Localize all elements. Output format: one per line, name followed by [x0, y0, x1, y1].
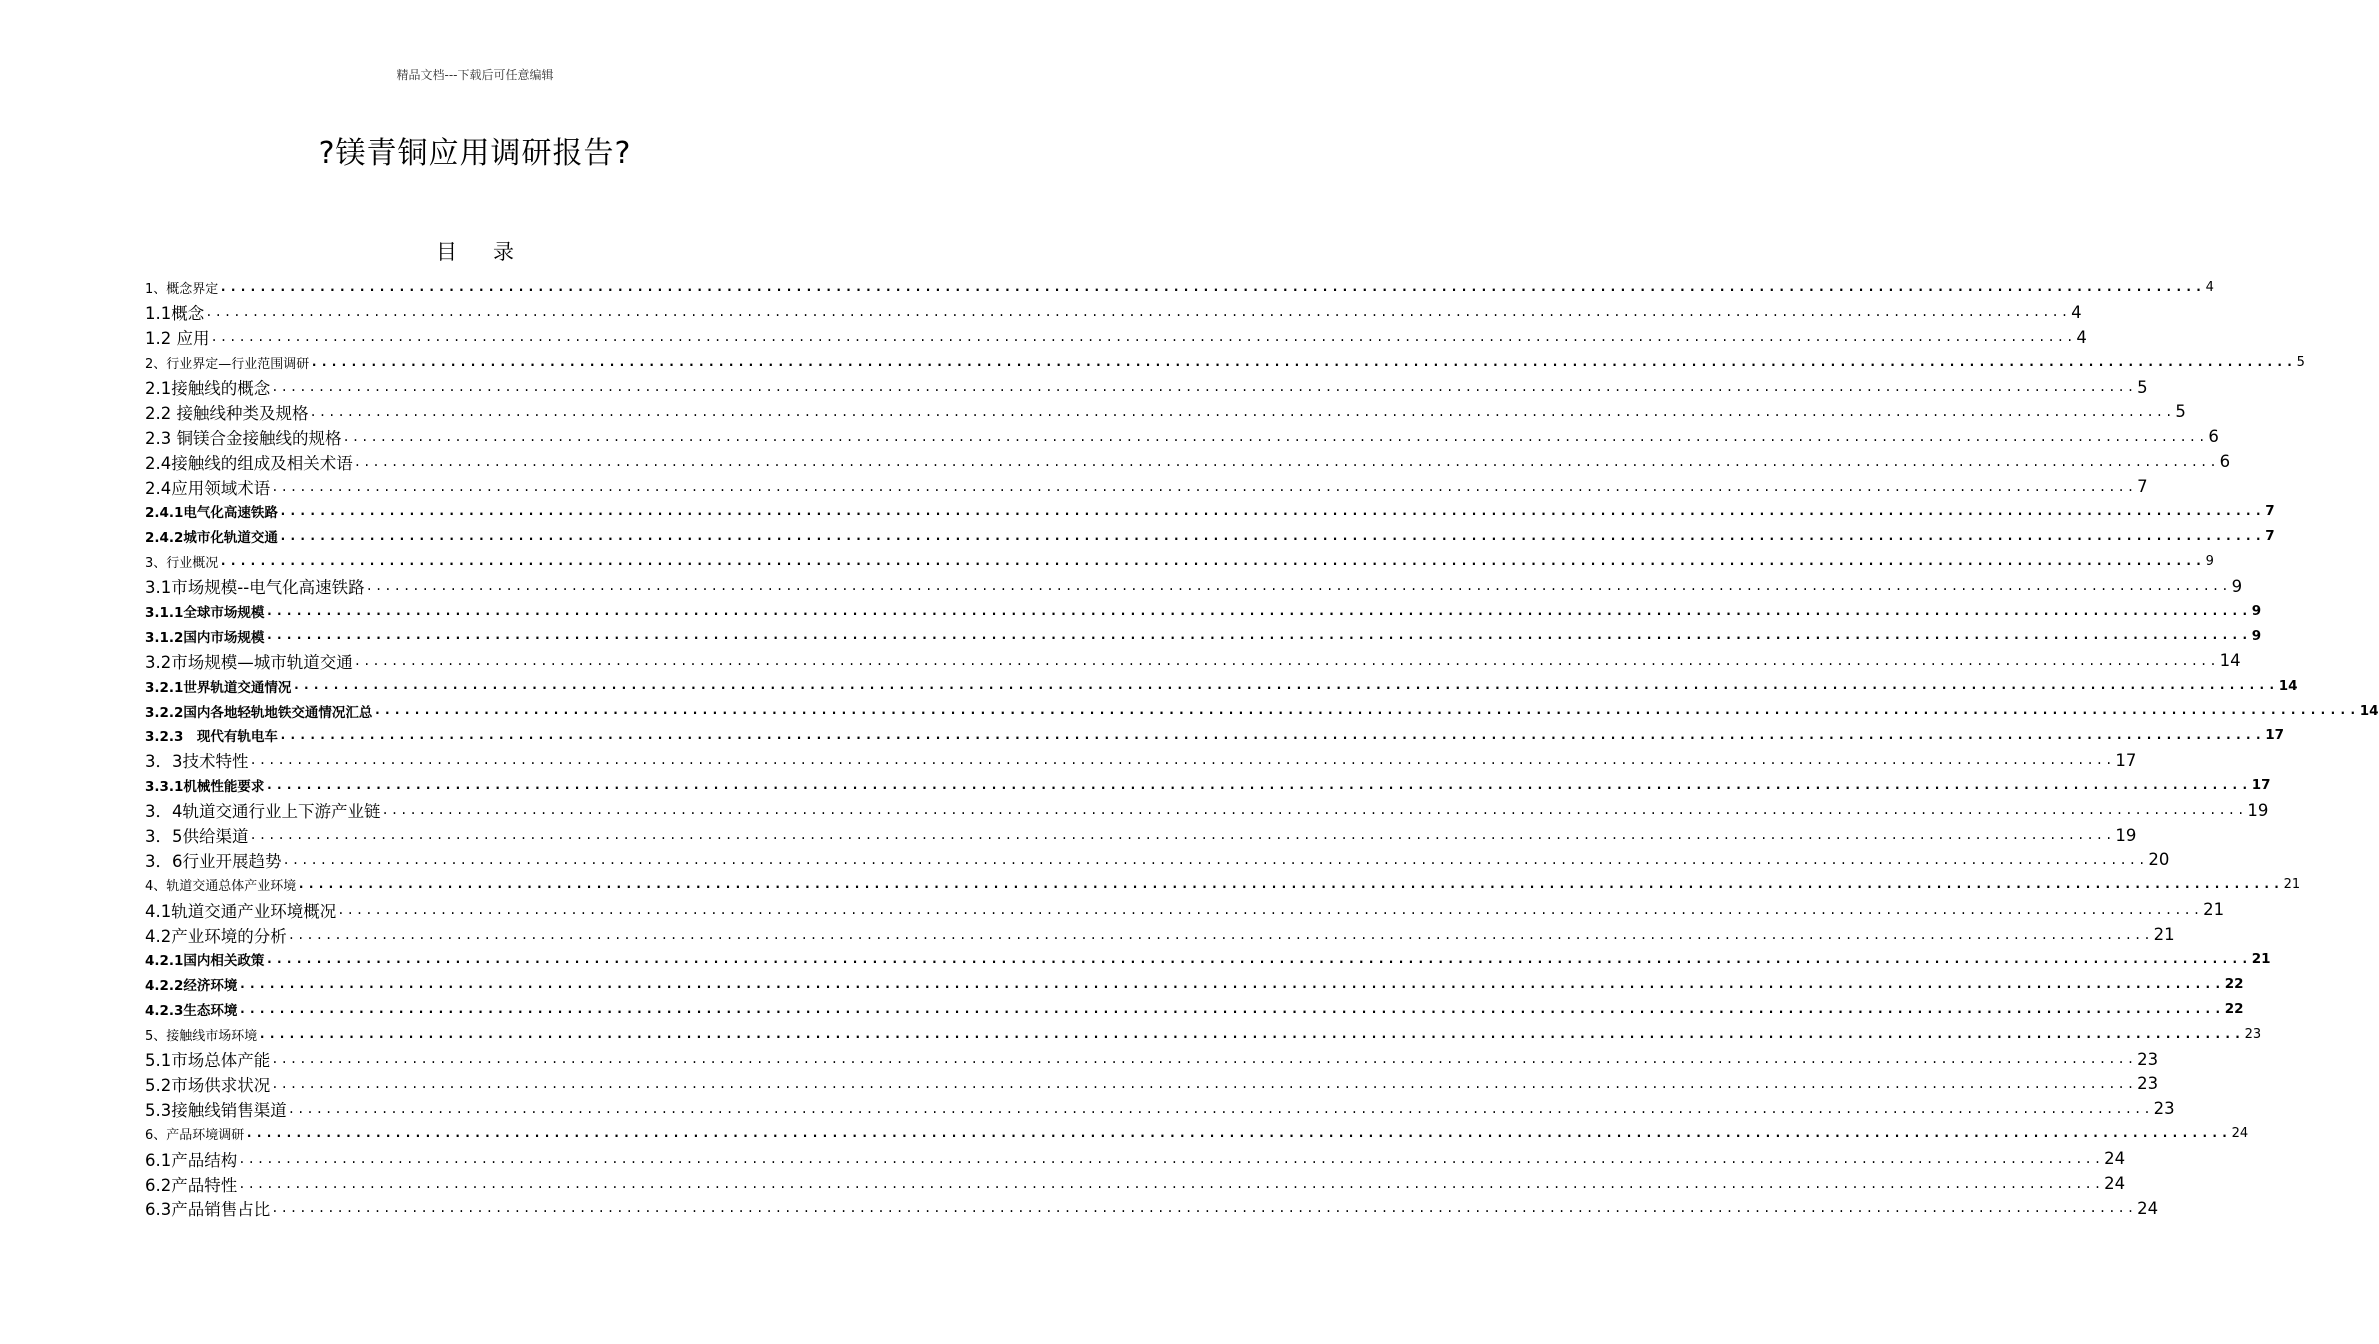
toc-leader-dots: ........................................................................................................................................................................................................: [287, 927, 2153, 942]
toc-entry-label: 5.3接触线销售渠道: [145, 1100, 287, 1120]
table-of-contents: [145, 275, 2379, 1221]
toc-entry-label: 2.4接触线的组成及相关术语: [145, 453, 353, 473]
toc-entry-page: 5: [2137, 377, 2148, 397]
toc-entry[interactable]: [145, 1121, 2249, 1146]
toc-leader-dots: ........................................................................................................................................................................................................: [238, 1151, 2104, 1166]
toc-entry[interactable]: [145, 325, 2087, 350]
toc-leader-dots: ........................................................................................................................................................................................................: [249, 753, 2115, 768]
toc-entry-label: 3.2.2国内各地轻轨地铁交通情况汇总: [145, 704, 373, 721]
toc-entry[interactable]: [145, 897, 2225, 922]
toc-heading: [0, 236, 950, 266]
toc-entry-label: 2.1接触线的概念: [145, 379, 271, 398]
toc-entry[interactable]: [145, 748, 2137, 773]
toc-entry-page: 24: [2137, 1198, 2159, 1218]
toc-entry[interactable]: [145, 1171, 2126, 1196]
toc-entry-page: 9: [2231, 576, 2243, 596]
toc-entry[interactable]: [145, 623, 2262, 648]
toc-entry[interactable]: [145, 1047, 2159, 1072]
toc-leader-dots: ........................................................................................................................................................................................................: [271, 1052, 2137, 1067]
toc-entry-label: 4.2.2经济环境: [145, 978, 238, 995]
toc-entry-page: 22: [2224, 1001, 2244, 1018]
toc-heading-part2: 录: [493, 240, 514, 264]
toc-entry-page: 17: [2251, 777, 2271, 794]
toc-entry[interactable]: [145, 424, 2219, 449]
toc-entry[interactable]: [145, 723, 2285, 748]
toc-entry-page: 14: [2359, 702, 2379, 719]
toc-entry-label: 6.1产品结构: [145, 1150, 238, 1170]
toc-entry-page: 21: [2283, 877, 2301, 893]
toc-entry-page: 6: [2208, 427, 2219, 447]
toc-entry[interactable]: [145, 773, 2271, 798]
toc-entry-page: 23: [2137, 1074, 2159, 1094]
toc-leader-dots: ........................................................................................................................................................................................................: [342, 429, 2208, 444]
toc-leader-dots: ........................................................................................................................................................................................................: [271, 1076, 2137, 1091]
toc-entry[interactable]: [145, 300, 2082, 325]
toc-leader-dots: ........................................................................................................................................................................................................: [265, 777, 2251, 793]
toc-entry-label: 4.2产业环境的分析: [145, 926, 287, 946]
toc-entry-page: 7: [2137, 477, 2148, 497]
toc-entry[interactable]: [145, 798, 2269, 823]
toc-entry[interactable]: [145, 947, 2271, 972]
toc-entry-label: 4.2.3生态环境: [145, 1003, 238, 1020]
toc-leader-dots: ........................................................................................................................................................................................................: [265, 603, 2251, 619]
toc-entry-page: 7: [2265, 503, 2275, 520]
toc-leader-dots: ........................................................................................................................................................................................................: [353, 454, 2219, 469]
toc-leader-dots: ........................................................................................................................................................................................................: [353, 653, 2219, 668]
header-watermark: 精品文档---下载后可任意编辑: [396, 68, 554, 82]
toc-entry-page: 5: [2296, 354, 2305, 370]
toc-entry-page: 14: [2278, 677, 2298, 694]
toc-leader-dots: ........................................................................................................................................................................................................: [238, 1001, 2224, 1017]
toc-entry-page: 23: [2244, 1026, 2262, 1042]
toc-entry-page: 17: [2115, 750, 2137, 770]
toc-leader-dots: ........................................................................................................................................................................................................: [292, 678, 2278, 694]
toc-entry-page: 4: [2205, 279, 2214, 295]
toc-entry[interactable]: [145, 375, 2148, 400]
toc-entry-page: 22: [2224, 976, 2244, 993]
toc-entry-label: 2.4.1电气化高速铁路: [145, 505, 278, 522]
toc-entry[interactable]: [145, 499, 2275, 524]
toc-entry[interactable]: [145, 922, 2175, 947]
toc-entry-page: 24: [2104, 1149, 2126, 1169]
toc-entry-label: 5、接触线市场环境: [145, 1028, 258, 1044]
toc-entry-label: 3.2市场规模—城市轨道交通: [145, 652, 353, 672]
toc-leader-dots: ........................................................................................................................................................................................................: [238, 976, 2224, 992]
toc-entry[interactable]: [145, 275, 2214, 300]
toc-entry[interactable]: [145, 698, 2379, 723]
toc-entry-label: 2.3 铜镁合金接触线的规格: [145, 428, 342, 448]
toc-leader-dots: ........................................................................................................................................................................................................: [258, 1026, 2244, 1042]
toc-leader-dots: ........................................................................................................................................................................................................: [278, 727, 2265, 743]
toc-leader-dots: ........................................................................................................................................................................................................: [278, 503, 2265, 519]
toc-entry-label: 2、行业界定—行业范围调研: [145, 356, 310, 372]
toc-entry[interactable]: [145, 648, 2241, 673]
toc-entry-label: 4、轨道交通总体产业环境: [145, 879, 297, 895]
toc-entry[interactable]: [145, 399, 2186, 424]
toc-entry-label: 3.2.1世界轨道交通情况: [145, 679, 292, 696]
toc-entry-page: 20: [2148, 850, 2170, 870]
toc-entry-page: 23: [2153, 1099, 2175, 1119]
toc-entry-label: 3、行业概况: [145, 555, 219, 571]
toc-leader-dots: ........................................................................................................................................................................................................: [365, 579, 2231, 594]
toc-entry[interactable]: [145, 350, 2305, 375]
toc-leader-dots: ........................................................................................................................................................................................................: [265, 628, 2251, 644]
toc-leader-dots: ........................................................................................................................................................................................................: [271, 479, 2137, 494]
toc-entry[interactable]: [145, 549, 2214, 574]
toc-entry[interactable]: [145, 673, 2298, 698]
toc-leader-dots: ........................................................................................................................................................................................................: [205, 305, 2071, 320]
toc-entry[interactable]: [145, 1022, 2262, 1047]
toc-entry-label: 2.4应用领域术语: [145, 478, 271, 498]
toc-leader-dots: ........................................................................................................................................................................................................: [381, 803, 2247, 818]
toc-entry[interactable]: [145, 847, 2170, 872]
toc-heading-part1: 目: [436, 240, 457, 264]
toc-entry[interactable]: [145, 599, 2262, 624]
toc-entry[interactable]: [145, 474, 2148, 499]
toc-entry[interactable]: [145, 823, 2137, 848]
toc-leader-dots: ........................................................................................................................................................................................................: [309, 404, 2175, 419]
toc-entry-page: 14: [2219, 651, 2241, 671]
toc-entry-page: 9: [2251, 603, 2262, 620]
toc-entry[interactable]: [145, 449, 2231, 474]
toc-entry-page: 24: [2231, 1126, 2249, 1142]
toc-entry-label: 5.2市场供求状况: [145, 1075, 271, 1095]
toc-leader-dots: ........................................................................................................................................................................................................: [245, 1126, 2231, 1142]
toc-leader-dots: ........................................................................................................................................................................................................: [310, 354, 2296, 370]
toc-entry-label: 1.1概念: [145, 304, 205, 324]
toc-entry-label: 3.2.3 现代有轨电车: [145, 729, 278, 746]
toc-entry-page: 21: [2251, 951, 2271, 968]
toc-leader-dots: ........................................................................................................................................................................................................: [373, 703, 2359, 719]
toc-entry-label: 4.1轨道交通产业环境概况: [145, 901, 337, 921]
toc-entry-label: 4.2.1国内相关政策: [145, 953, 265, 970]
toc-entry-label: 3．4轨道交通行业上下游产业链: [145, 802, 381, 822]
toc-entry-page: 7: [2265, 528, 2275, 545]
toc-entry-page: 6: [2219, 452, 2231, 472]
toc-entry-page: 4: [2071, 302, 2082, 322]
toc-leader-dots: ........................................................................................................................................................................................................: [249, 828, 2115, 843]
toc-entry-page: 23: [2137, 1049, 2159, 1069]
toc-entry[interactable]: [145, 872, 2301, 897]
toc-entry-page: 19: [2247, 800, 2269, 820]
toc-leader-dots: ........................................................................................................................................................................................................: [271, 380, 2137, 394]
toc-entry-label: 1、概念界定: [145, 281, 219, 297]
document-title: ?镁青铜应用调研报告?: [318, 136, 632, 171]
toc-leader-dots: ........................................................................................................................................................................................................: [238, 1176, 2104, 1191]
toc-leader-dots: ........................................................................................................................................................................................................: [278, 528, 2265, 544]
toc-entry-page: 17: [2265, 727, 2285, 744]
toc-entry-page: 21: [2203, 900, 2225, 920]
toc-entry[interactable]: [145, 524, 2275, 549]
toc-leader-dots: ........................................................................................................................................................................................................: [210, 330, 2076, 345]
toc-entry-page: 4: [2076, 327, 2087, 347]
toc-entry-label: 6、产品环境调研: [145, 1128, 245, 1144]
toc-entry-label: 3.1市场规模--电气化高速铁路: [145, 578, 365, 598]
toc-entry-label: 3.1.1全球市场规模: [145, 605, 265, 622]
toc-entry[interactable]: [145, 997, 2244, 1022]
toc-entry-label: 2.4.2城市化轨道交通: [145, 530, 278, 547]
toc-entry[interactable]: [145, 574, 2243, 599]
toc-entry-label: 2.2 接触线种类及规格: [145, 403, 309, 423]
toc-entry-label: 6.3产品销售占比: [145, 1200, 271, 1220]
toc-leader-dots: ........................................................................................................................................................................................................: [297, 877, 2283, 893]
toc-entry[interactable]: [145, 1072, 2159, 1097]
toc-entry-page: 5: [2175, 402, 2186, 422]
toc-entry-page: 21: [2153, 925, 2175, 945]
toc-entry-label: 3.1.2国内市场规模: [145, 629, 265, 646]
toc-leader-dots: ........................................................................................................................................................................................................: [219, 553, 2205, 569]
toc-leader-dots: ........................................................................................................................................................................................................: [271, 1201, 2137, 1216]
toc-entry[interactable]: [145, 1146, 2126, 1171]
toc-entry[interactable]: [145, 1096, 2175, 1121]
toc-entry-label: 3.3.1机械性能要求: [145, 779, 265, 796]
toc-entry[interactable]: [145, 1196, 2159, 1221]
toc-entry-label: 5.1市场总体产能: [145, 1051, 271, 1071]
toc-entry-label: 3．3技术特性: [145, 752, 249, 772]
toc-entry-label: 1.2 应用: [145, 329, 210, 349]
toc-leader-dots: ........................................................................................................................................................................................................: [219, 279, 2205, 295]
toc-leader-dots: ........................................................................................................................................................................................................: [337, 902, 2203, 917]
toc-entry-page: 9: [2205, 553, 2214, 569]
toc-entry-page: 24: [2104, 1174, 2126, 1193]
toc-entry-label: 3．5供给渠道: [145, 827, 249, 847]
toc-leader-dots: ........................................................................................................................................................................................................: [282, 852, 2148, 867]
toc-entry[interactable]: [145, 972, 2244, 997]
toc-entry-page: 19: [2115, 825, 2137, 845]
toc-leader-dots: ........................................................................................................................................................................................................: [265, 951, 2251, 967]
toc-entry-page: 9: [2251, 627, 2262, 644]
toc-entry-label: 6.2产品特性: [145, 1175, 238, 1195]
toc-entry-label: 3．6行业开展趋势: [145, 851, 282, 871]
toc-leader-dots: ........................................................................................................................................................................................................: [287, 1101, 2153, 1116]
